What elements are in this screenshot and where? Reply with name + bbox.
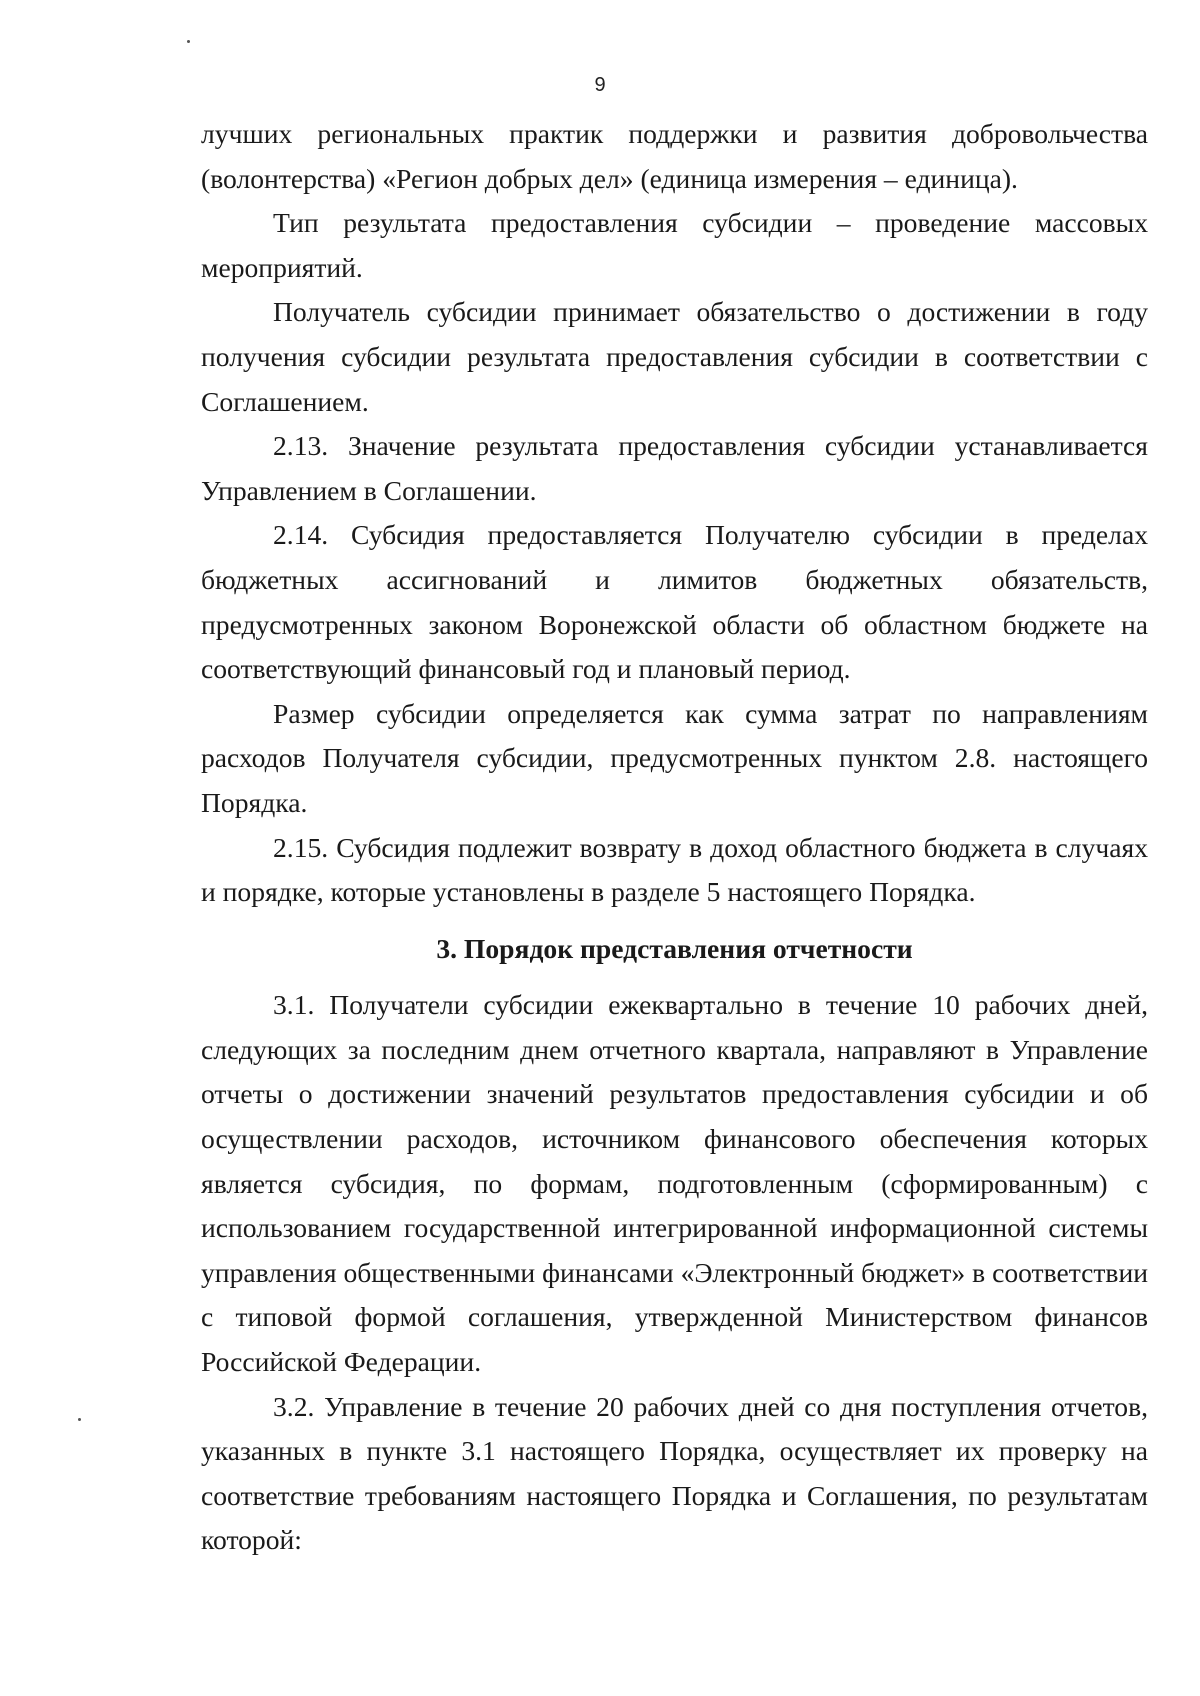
paragraph-continuation: лучших региональных практик поддержки и развития добровольчества (волонтерства) «Регион добрых дел» (единица измерения – единица).: [201, 118, 1148, 194]
scan-speck: [78, 1418, 81, 1421]
paragraph-2-14: 2.14. Субсидия предоставляется Получателю субсидии в пределах бюджетных ассигнований и лимитов бюджетных обязательств, предусмотренных законом Воронежской области об областном бюджете на соответствующий финансовый год и плановый период.: [201, 519, 1148, 685]
paragraph-result-type: Тип результата предоставления субсидии – проведение массовых мероприятий.: [201, 207, 1148, 283]
paragraph-subsidy-size: Размер субсидии определяется как сумма затрат по направлениям расходов Получателя субсидии, предусмотренных пунктом 2.8. настоящего Порядка.: [201, 697, 1148, 818]
paragraph-3-2: 3.2. Управление в течение 20 рабочих дней со дня поступления отчетов, указанных в пункте 3.1 настоящего Порядка, осуществляет их проверку на соответствие требованиям настоящего Порядка и Соглашения, по результатам которой:: [201, 1390, 1148, 1556]
document-body: [201, 112, 1148, 1563]
paragraph-3-1: 3.1. Получатели субсидии ежеквартально в течение 10 рабочих дней, следующих за последним днем отчетного квартала, направляют в Управление отчеты о достижении значений результатов предоставления субсидии и об осуществлении расходов, источником финансового обеспечения которых является субсидия, по формам, подготовленным (сформированным) с использованием государственной интегрированной информационной системы управления общественными финансами «Электронный бюджет» в соответствии с типовой формой соглашения, утвержденной Министерством финансов Российской Федерации.: [201, 989, 1148, 1378]
paragraph-2-13: 2.13. Значение результата предоставления субсидии устанавливается Управлением в Соглашении.: [201, 430, 1148, 506]
scan-speck: [187, 40, 190, 43]
paragraph-recipient-obligation: Получатель субсидии принимает обязательство о достижении в году получения субсидии результата предоставления субсидии в соответствии с Соглашением.: [201, 296, 1148, 417]
paragraph-2-15: 2.15. Субсидия подлежит возврату в доход областного бюджета в случаях и порядке, которые установлены в разделе 5 настоящего Порядка.: [201, 831, 1148, 908]
page-number: 9: [594, 74, 606, 96]
section-heading: 3. Порядок представления отчетности: [436, 932, 913, 964]
